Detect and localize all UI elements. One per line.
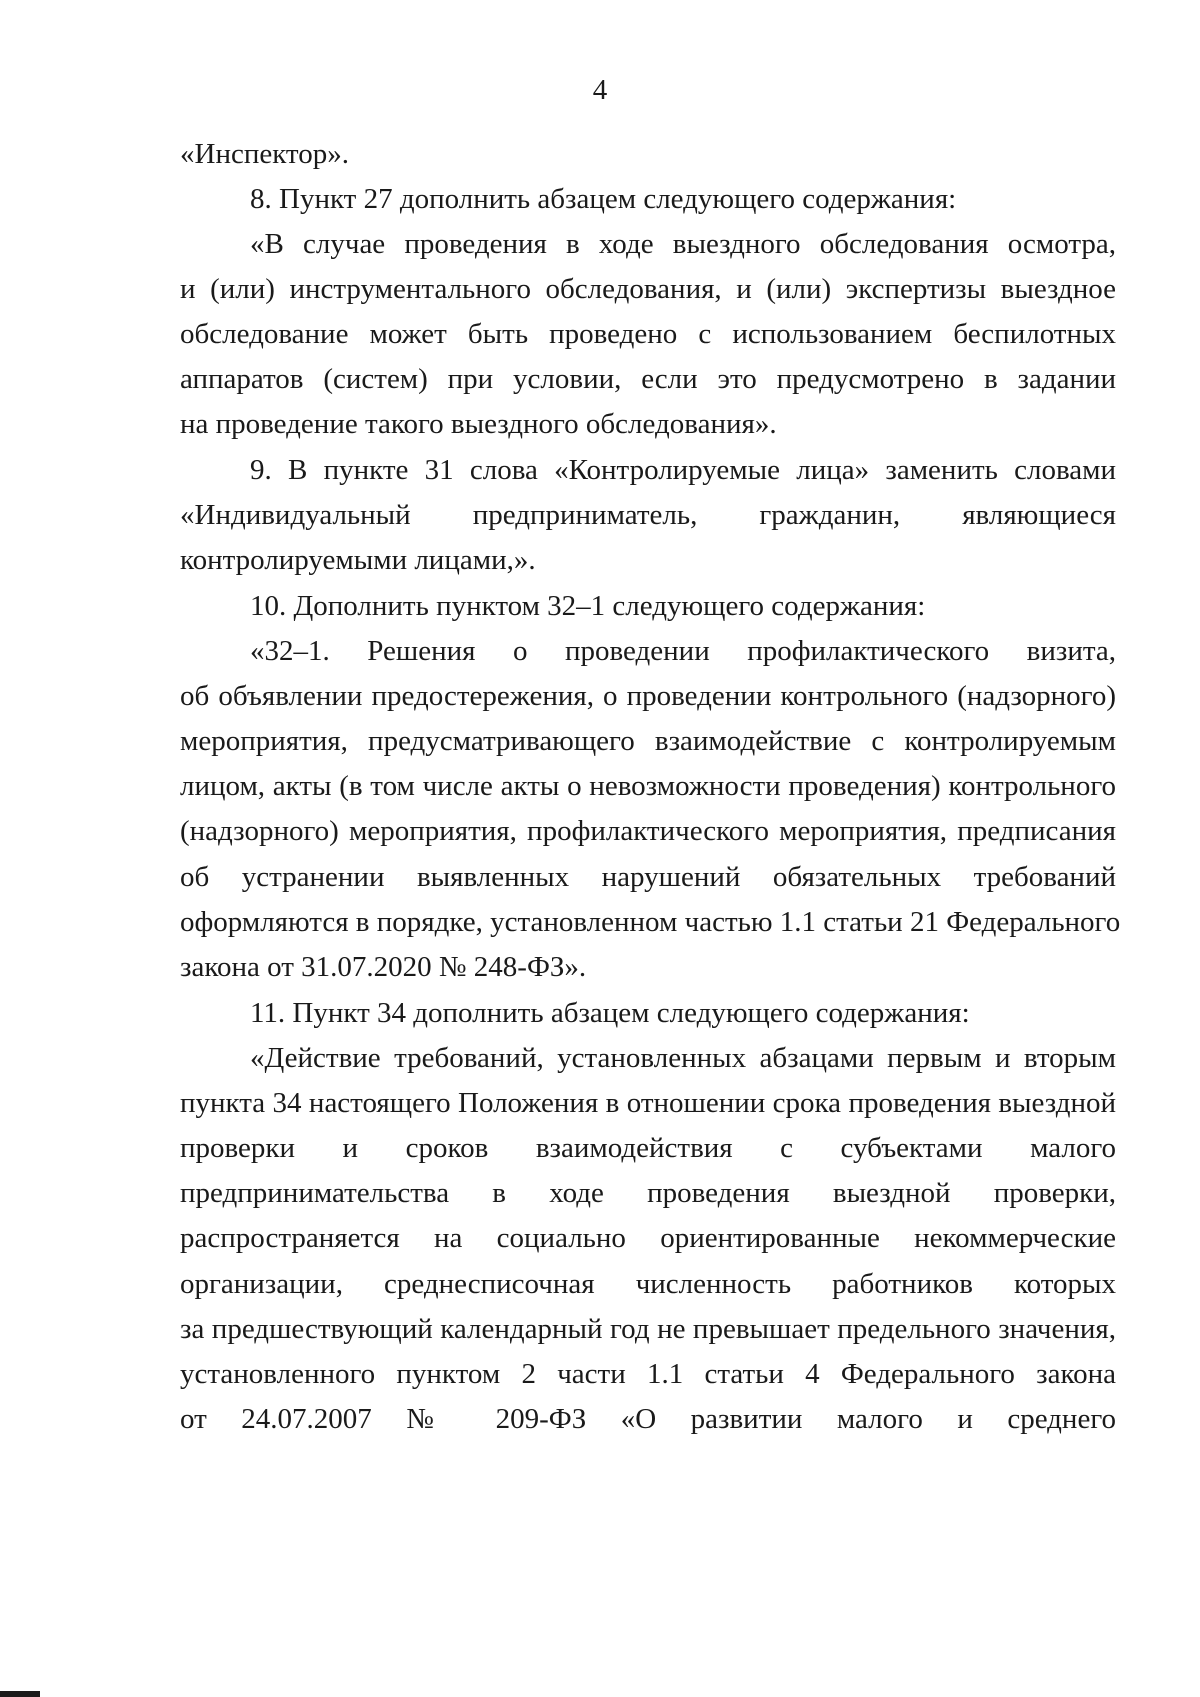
paragraph-heading: 8. Пункт 27 дополнить абзацем следующего содержания: (250, 183, 957, 215)
text-line: закона от 31.07.2020 № 248-ФЗ». (180, 951, 587, 983)
text-line: «В случае проведения в ходе выездного обследования осмотра, (250, 228, 1116, 260)
text-line: проверки и сроков взаимодействия с субъектами малого (180, 1132, 1116, 1164)
text-line: и (или) инструментального обследования, и (или) экспертизы выездное (180, 273, 1116, 305)
text-line: распространяется на социально ориентированные некоммерческие (180, 1222, 1116, 1254)
text-line: мероприятия, предусматривающего взаимодействие с контролируемым (180, 725, 1116, 757)
text-line: от 24.07.2007 № 209-ФЗ «О развитии малого и среднего (180, 1403, 1116, 1435)
text-line: об устранении выявленных нарушений обязательных требований (180, 861, 1116, 893)
text-line: (надзорного) мероприятия, профилактического мероприятия, предписания (180, 815, 1116, 847)
paragraph-heading: 9. В пункте 31 слова «Контролируемые лица» заменить словами (250, 454, 1116, 486)
text-line: «Действие требований, установленных абзацами первым и вторым (250, 1042, 1116, 1074)
text-line: аппаратов (систем) при условии, если это предусмотрено в задании (180, 363, 1116, 395)
text-line: пункта 34 настоящего Положения в отношении срока проведения выездной (180, 1087, 1116, 1119)
text-line: предпринимательства в ходе проведения выездной проверки, (180, 1177, 1116, 1209)
text-line: на проведение такого выездного обследования». (180, 408, 777, 440)
paragraph-heading: 10. Дополнить пунктом 32–1 следующего содержания: (250, 590, 926, 622)
text-line: за предшествующий календарный год не превышает предельного значения, (180, 1313, 1116, 1345)
text-line: оформляются в порядке, установленном частью 1.1 статьи 21 Федерального (180, 906, 1121, 938)
text-line: установленного пунктом 2 части 1.1 статьи 4 Федерального закона (180, 1358, 1116, 1390)
text-line: об объявлении предостережения, о проведении контрольного (надзорного) (180, 680, 1116, 712)
text-line: контролируемыми лицами,». (180, 544, 536, 576)
page-number: 4 (592, 74, 608, 106)
text-line: «Инспектор». (180, 138, 349, 170)
paragraph-heading: 11. Пункт 34 дополнить абзацем следующего содержания: (250, 997, 970, 1029)
scan-edge-mark (0, 1691, 40, 1697)
text-line: обследование может быть проведено с использованием беспилотных (180, 318, 1116, 350)
text-line: организации, среднесписочная численность работников которых (180, 1268, 1116, 1300)
text-line: «32–1. Решения о проведении профилактического визита, (250, 635, 1116, 667)
text-line: лицом, акты (в том числе акты о невозможности проведения) контрольного (180, 770, 1116, 802)
text-line: «Индивидуальный предприниматель, гражданин, являющиеся (180, 499, 1116, 531)
